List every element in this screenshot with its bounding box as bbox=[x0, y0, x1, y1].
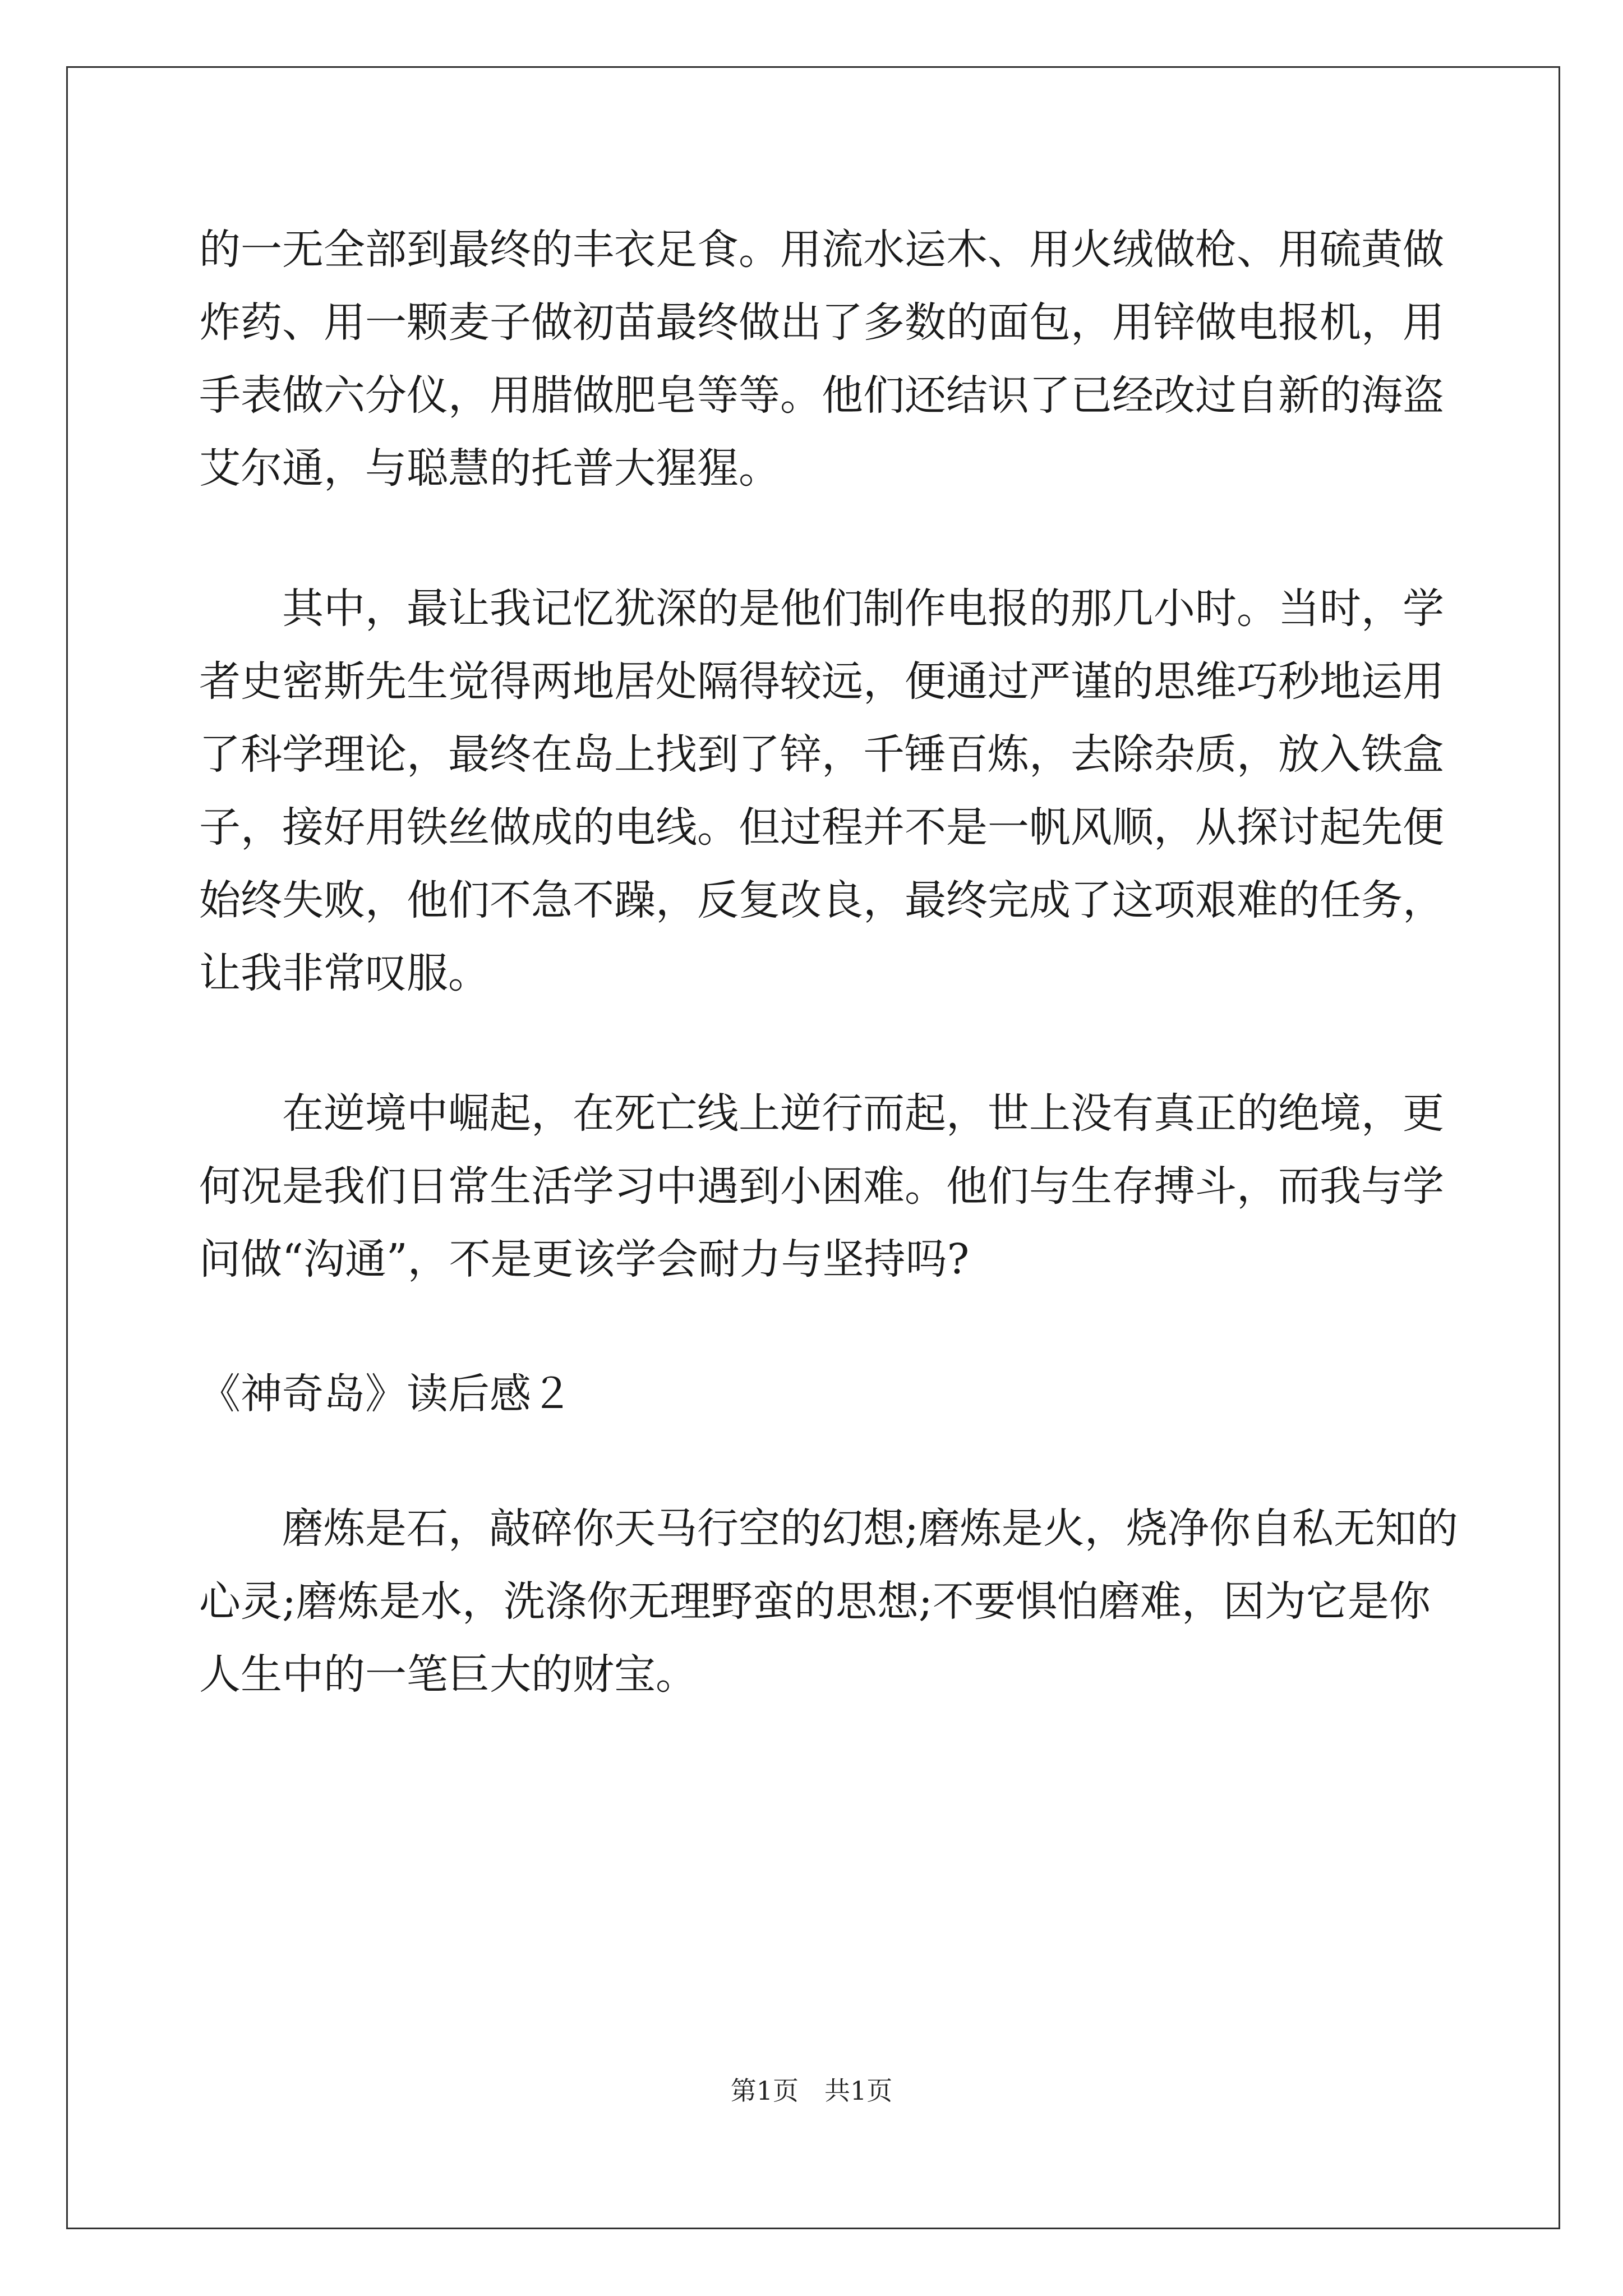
text-line: 了科学理论，最终在岛上找到了锌，千锤百炼，去除杂质，放入铁盒 bbox=[199, 730, 1444, 779]
paragraph-4 bbox=[199, 1492, 1458, 1711]
text-line: 子，接好用铁丝做成的电线。但过程并不是一帆风顺，从探讨起先便 bbox=[199, 803, 1444, 852]
document-body bbox=[199, 213, 1458, 1711]
text-line: 其中，最让我记忆犹深的是他们制作电报的那几小时。当时，学 bbox=[199, 585, 1444, 633]
page-footer: 第1页 共1页 bbox=[730, 2076, 893, 2106]
text-line: 让我非常叹服。 bbox=[199, 949, 490, 997]
paragraph-1 bbox=[199, 213, 1444, 505]
text-line: 艾尔通，与聪慧的托普大猩猩。 bbox=[199, 444, 780, 493]
section-heading: 《神奇岛》读后感２ bbox=[199, 1370, 573, 1418]
text-line: 在逆境中崛起，在死亡线上逆行而起，世上没有真正的绝境，更 bbox=[199, 1089, 1444, 1138]
paragraph-3 bbox=[199, 1077, 1444, 1296]
text-line: 始终失败，他们不急不躁，反复改良，最终完成了这项艰难的任务， bbox=[199, 876, 1444, 924]
paragraph-2 bbox=[199, 572, 1444, 1010]
text-line: 何况是我们日常生活学习中遇到小困难。他们与生存搏斗，而我与学 bbox=[199, 1162, 1444, 1211]
text-line: 心灵;磨炼是水，洗涤你无理野蛮的思想;不要惧怕磨难，因为它是你 bbox=[199, 1577, 1431, 1626]
text-line: 手表做六分仪，用腊做肥皂等等。他们还结识了已经改过自新的海盗 bbox=[199, 371, 1444, 420]
text-line: 者史密斯先生觉得两地居处隔得较远，便通过严谨的思维巧秒地运用 bbox=[199, 657, 1444, 706]
text-line: 的一无全部到最终的丰衣足食。用流水运木、用火绒做枪、用硫黄做 bbox=[199, 226, 1444, 274]
text-line: 人生中的一笔巨大的财宝。 bbox=[199, 1650, 697, 1699]
text-line: 问做“沟通”，不是更该学会耐力与坚持吗? bbox=[199, 1235, 970, 1283]
text-line: 炸药、用一颗麦子做初苗最终做出了多数的面包，用锌做电报机，用 bbox=[199, 298, 1444, 347]
text-line: 磨炼是石，敲碎你天马行空的幻想;磨炼是火，烧净你自私无知的 bbox=[199, 1504, 1458, 1553]
